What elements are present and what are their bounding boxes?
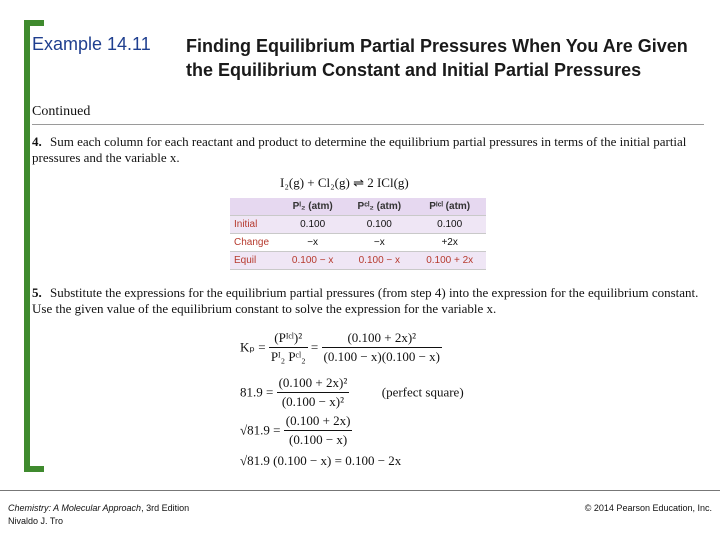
table-header-cell: Pᶜˡ₂ (atm) (345, 198, 413, 216)
substituted-fraction (322, 330, 442, 365)
green-bracket-bar (24, 20, 30, 472)
ice-table (230, 198, 486, 270)
root-numerator: (0.100 + 2x) (284, 413, 353, 431)
perfect-square-equation: 81.9 = $\frac{\text{(0.100 + 2x)²}}{\text{(0.100 − x)²}}$ (perfect square) (240, 375, 464, 409)
kp-fraction (269, 330, 308, 365)
table-cell: +2x (413, 234, 486, 252)
root-denominator: (0.100 − x) (288, 432, 348, 447)
kp-symbol: Kₚ (240, 339, 255, 355)
footer-divider (0, 490, 720, 491)
footer-book-title: Chemistry: A Molecular Approach (8, 503, 142, 513)
substituted-denominator: (0.100 − x)(0.100 − x) (323, 349, 440, 364)
table-header-cell: Pᴵᶜˡ (atm) (413, 198, 486, 216)
table-cell: −x (345, 234, 413, 252)
table-cell: 0.100 − x (280, 252, 345, 270)
square-numerator: (0.100 + 2x)² (277, 375, 350, 393)
square-root-equation: √81.9 = $\frac{(0.100 + 2x)}{(0.100 - x)}$ (240, 413, 351, 447)
step-4-number: 4. (32, 134, 42, 149)
step-5-text: Substitute the expressions for the equilibrium partial pressures (from step 4) into the expression for the equilibrium constant. Use the given value of the equilibrium constant to solve the expression for the variable x. (32, 285, 699, 316)
perfect-square-note: (perfect square) (381, 384, 464, 400)
table-cell: 0.100 (413, 216, 486, 234)
final-equation: √81.9 (0.100 − x) = 0.100 − 2x (240, 453, 402, 469)
square-fraction (277, 375, 350, 410)
table-cell: −x (280, 234, 345, 252)
table-row (230, 234, 486, 252)
table-row-label: Equil (230, 252, 280, 270)
continued-label: Continued (32, 104, 91, 119)
example-label: Example 14.11 (32, 34, 151, 54)
table-header-cell: Pᴵ₂ (atm) (280, 198, 345, 216)
ice-table-header (230, 198, 486, 216)
green-bracket-bottom (24, 466, 44, 472)
step-5 (32, 285, 702, 317)
substituted-numerator: (0.100 + 2x)² (322, 330, 442, 348)
step-5-number: 5. (32, 285, 42, 300)
table-cell: 0.100 (280, 216, 345, 234)
footer-copyright: © 2014 Pearson Education, Inc. (584, 503, 712, 513)
table-cell: 0.100 + 2x (413, 252, 486, 270)
reaction-equation: I₂(g) + Cl₂(g) ⇌ 2 ICl(g) (280, 175, 409, 190)
footer-author: Nivaldo J. Tro (8, 516, 64, 526)
divider (32, 124, 704, 125)
table-row (230, 252, 486, 270)
footer-book (8, 503, 189, 513)
final-rhs: 0.100 − 2x (345, 453, 402, 469)
step-4 (32, 134, 702, 166)
final-lhs: √81.9 (0.100 − x) (240, 453, 332, 469)
step-4-text: Sum each column for each reactant and product to determine the equilibrium partial pressures in terms of the initial partial pressures and the variable x. (32, 134, 687, 165)
square-denominator: (0.100 − x)² (281, 394, 344, 409)
kp-expression: Kₚ = $\frac{\text{(Pᴵᶜˡ)²}}{\text{Pᴵ₂ Pᶜˡ₂}}$ = $\frac{\text{(0.100 + 2x)²}}{(0.100 - x)(0.100 - x)}$ (240, 330, 440, 364)
example-title: Finding Equilibrium Partial Pressures When You Are Given the Equilibrium Constant and Initial Partial Pressures (186, 36, 688, 80)
table-header-cell (230, 198, 280, 216)
table-cell: 0.100 − x (345, 252, 413, 270)
table-row-label: Initial (230, 216, 280, 234)
table-cell: 0.100 (345, 216, 413, 234)
kp-denominator: Pᴵ₂ Pᶜˡ₂ (270, 349, 306, 364)
kp-numerator: (Pᴵᶜˡ)² (269, 330, 308, 348)
footer-edition: , 3rd Edition (141, 503, 190, 513)
green-bracket-top (24, 20, 44, 26)
table-row (230, 216, 486, 234)
table-row-label: Change (230, 234, 280, 252)
root-fraction (284, 413, 353, 448)
sqrt-lhs: √81.9 (240, 422, 270, 438)
k-value: 81.9 (240, 384, 263, 400)
